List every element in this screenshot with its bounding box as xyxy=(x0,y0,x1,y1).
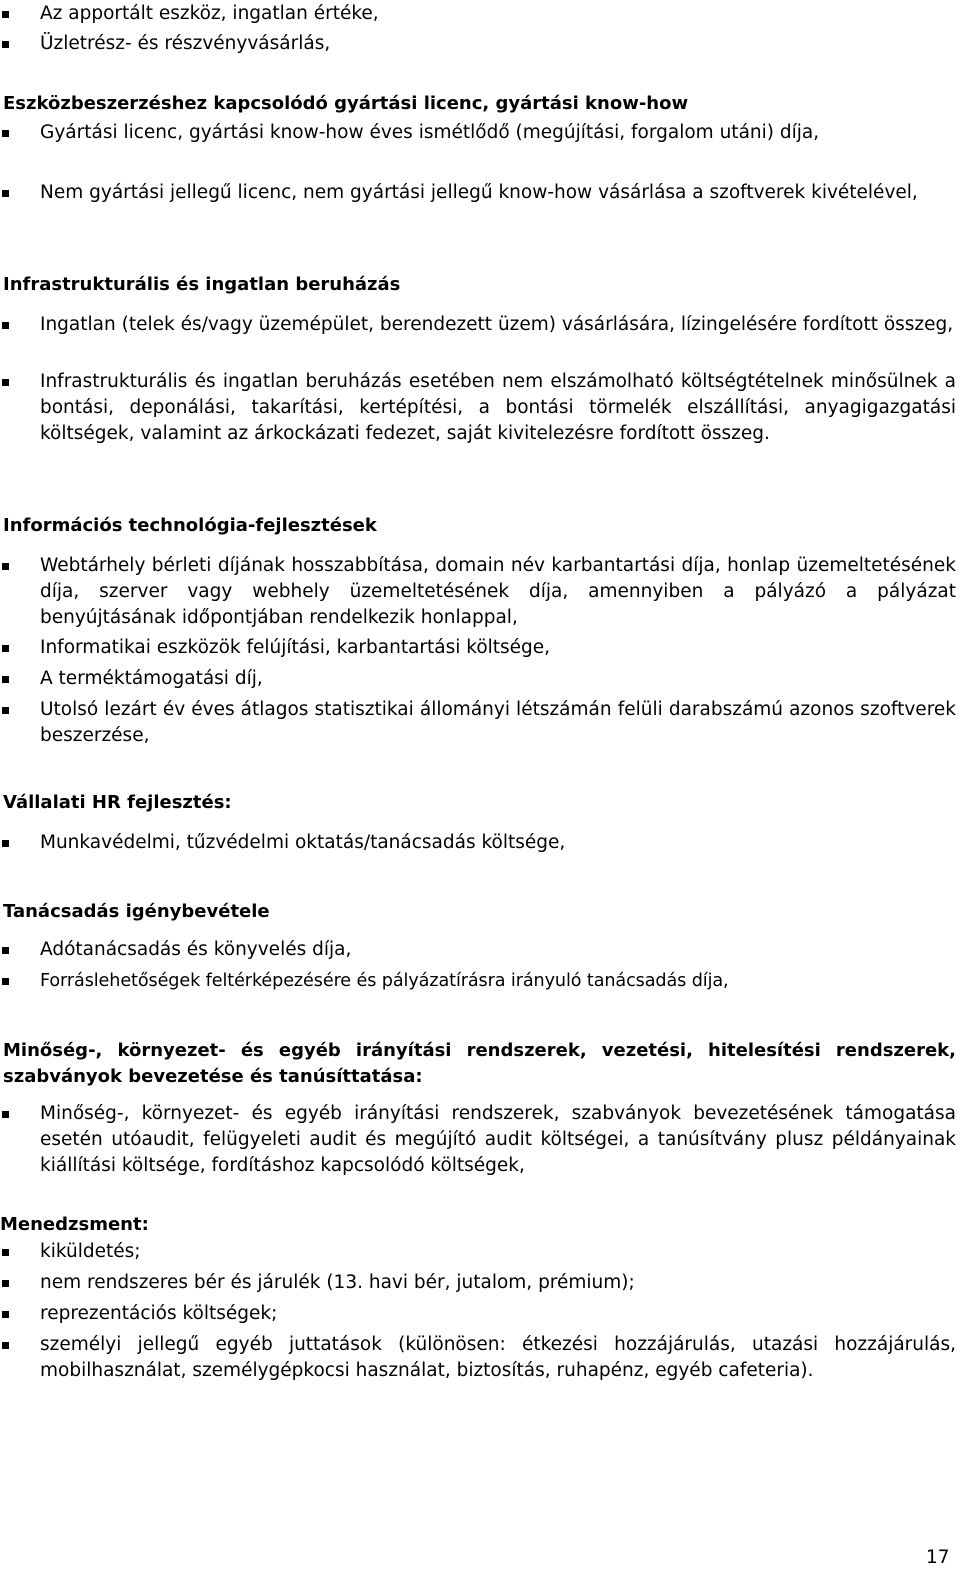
list-item: Gyártási licenc, gyártási know-how éves ismétlődő (megújítási, forgalom utáni) díja, xyxy=(40,120,956,146)
bullet-icon xyxy=(2,947,9,954)
bullet-icon xyxy=(2,676,9,683)
list-item: Adótanácsadás és könyvelés díja, xyxy=(40,937,956,963)
bullet-icon xyxy=(2,190,9,197)
section-heading: Infrastrukturális és ingatlan beruházás xyxy=(3,274,401,295)
list-item: személyi jellegű egyéb juttatások (különösen: étkezési hozzájárulás, utazási hozzájárulás, mobilhasználat, személygépkocsi használat, biztosítás, ruhapénz, egyéb cafeteria). xyxy=(40,1332,956,1384)
list-item: Ingatlan (telek és/vagy üzemépület, berendezett üzem) vásárlására, lízingelésére fordított összeg, xyxy=(40,312,956,338)
list-item: Minőség-, környezet- és egyéb irányítási rendszerek, szabványok bevezetésének támogatása esetén utóaudit, felügyeleti audit és megújító audit költségei, a tanúsítvány plusz példányainak kiállítási költsége, fordításhoz kapcsolódó költségek, xyxy=(40,1101,956,1180)
section-heading: Menedzsment: xyxy=(0,1214,149,1235)
section-heading: Minőség-, környezet- és egyéb irányítási rendszerek, vezetési, hitelesítési rendszerek, szabványok bevezetése és tanúsíttatása: xyxy=(3,1040,956,1087)
list-item: reprezentációs költségek; xyxy=(40,1301,956,1327)
list-item: Infrastrukturális és ingatlan beruházás esetében nem elszámolható költségtételnek minősülnek a bontási, deponálási, takarítási, kertépítési, a bontási törmelék elszállítási, anyagigazgatási költségek, valamint az árkockázati fedezet, saját kivitelezésre fordított összeg. xyxy=(40,369,956,448)
list-item: kiküldetés; xyxy=(40,1239,956,1265)
list-item: Forráslehetőségek feltérképezésére és pályázatírásra irányuló tanácsadás díja, xyxy=(40,968,956,994)
section-heading: Tanácsadás igénybevétele xyxy=(3,901,270,922)
section-heading: Eszközbeszerzéshez kapcsolódó gyártási licenc, gyártási know-how xyxy=(3,93,689,114)
list-item: Munkavédelmi, tűzvédelmi oktatás/tanácsadás költsége, xyxy=(40,830,956,856)
bullet-icon xyxy=(2,1111,9,1118)
bullet-icon xyxy=(2,1280,9,1287)
bullet-icon xyxy=(2,41,9,48)
bullet-icon xyxy=(2,645,9,652)
list-item: Informatikai eszközök felújítási, karbantartási költsége, xyxy=(40,635,956,661)
list-item: Utolsó lezárt év éves átlagos statisztikai állományi létszámán felüli darabszámú azonos szoftverek beszerzése, xyxy=(40,697,956,749)
section-heading: Információs technológia-fejlesztések xyxy=(3,515,377,536)
bullet-icon xyxy=(2,840,9,847)
bullet-icon xyxy=(2,707,9,714)
page-number: 17 xyxy=(926,1547,950,1568)
list-item: Nem gyártási jellegű licenc, nem gyártási jellegű know-how vásárlása a szoftverek kivételével, xyxy=(40,180,956,206)
section-heading: Vállalati HR fejlesztés: xyxy=(3,792,232,813)
bullet-icon xyxy=(2,563,9,570)
bullet-icon xyxy=(2,322,9,329)
list-item: nem rendszeres bér és járulék (13. havi bér, jutalom, prémium); xyxy=(40,1270,956,1296)
bullet-icon xyxy=(2,1311,9,1318)
bullet-icon xyxy=(2,11,9,18)
bullet-icon xyxy=(2,1342,9,1349)
list-item: Üzletrész- és részvényvásárlás, xyxy=(40,31,956,57)
bullet-icon xyxy=(2,379,9,386)
list-item: Webtárhely bérleti díjának hosszabbítása, domain név karbantartási díja, honlap üzemeltetésének díja, szerver vagy webhely üzemeltetésének díja, amennyiben a pályázó a pályázat benyújtásának időpontjában rendelkezik honlappal, xyxy=(40,553,956,632)
bullet-icon xyxy=(2,978,9,985)
list-item: A terméktámogatási díj, xyxy=(40,666,956,692)
list-item: Az apportált eszköz, ingatlan értéke, xyxy=(40,1,956,27)
bullet-icon xyxy=(2,1249,9,1256)
bullet-icon xyxy=(2,130,9,137)
